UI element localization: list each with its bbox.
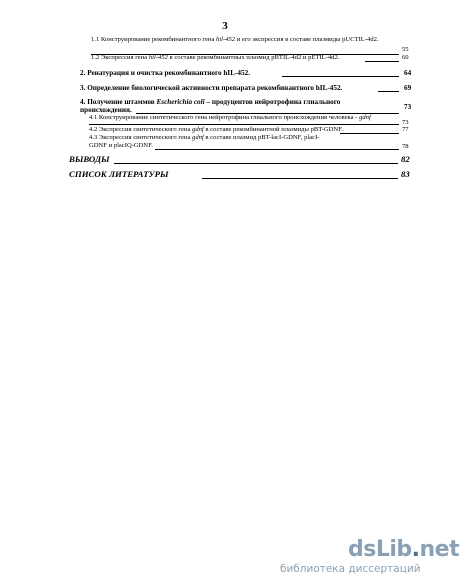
toc-page-number: 73 xyxy=(404,103,412,111)
toc-text: в составе плазмид pBT-lacI-GDNF, placI- xyxy=(203,134,320,141)
toc-text: в составе рекомбинантных плазмид pBTIL-4d2 и pETIL-4d2. xyxy=(167,54,340,61)
toc-entry-4-3-continued: GDNF и placIQ-GDNF. xyxy=(89,142,153,149)
toc-page-number: 78 xyxy=(402,143,409,150)
gene-name: gdnf xyxy=(192,126,204,133)
toc-page-number: 83 xyxy=(401,169,410,179)
toc-page-number: 82 xyxy=(401,154,410,164)
toc-text: в составе рекомбинантной плазмиды pBT-GDNF. xyxy=(203,126,343,133)
toc-entry-4-3[interactable] xyxy=(89,134,319,142)
dot-leader xyxy=(340,133,399,134)
toc-entry-1-1[interactable] xyxy=(91,36,379,44)
toc-text: и его экспрессия в составе плазмиды pUCTIL-4d2. xyxy=(235,36,379,43)
gene-name: gdnf xyxy=(359,114,371,121)
dot-leader xyxy=(114,163,398,164)
dot-leader xyxy=(282,76,399,77)
dot-leader xyxy=(89,124,399,125)
logo-dot: . xyxy=(411,537,420,562)
toc-text: 4.1 Конструирование синтетического гена нейротрофина глиального происхождения человека - xyxy=(89,114,360,121)
toc-entry-3[interactable]: 3. Определение биологической активности препарата рекомбинантного hIL-452. xyxy=(80,84,343,92)
toc-entry-4-continued: происхождения. xyxy=(80,106,132,114)
page-number: 3 xyxy=(222,20,228,32)
dot-leader xyxy=(365,61,399,62)
toc-text: – продуцентов нейротрофина глиального xyxy=(204,98,341,106)
toc-entry-4-2[interactable] xyxy=(89,126,343,134)
dot-leader xyxy=(378,91,399,92)
toc-text: 4.3 Экспрессия синтетического гена xyxy=(89,134,193,141)
toc-entry-1-2[interactable] xyxy=(91,54,339,62)
toc-entry-4[interactable] xyxy=(80,98,340,106)
dot-leader xyxy=(202,178,398,179)
dot-leader xyxy=(155,149,399,150)
gene-name: gdnf xyxy=(192,134,204,141)
toc-page-number: 69 xyxy=(404,84,412,92)
toc-text: 4. Получение штаммов xyxy=(80,98,157,106)
toc-text: 1.1 Конструирование рекомбинантного гена xyxy=(91,36,217,43)
toc-text: 1.2 Экспрессия гена xyxy=(91,54,149,61)
organism-name: Escherichia coli xyxy=(156,98,205,106)
toc-page-number: 73 xyxy=(402,119,409,126)
gene-name: hil-452 xyxy=(216,36,236,43)
watermark-subtitle: библиотека диссертаций xyxy=(280,563,421,575)
toc-entry-2[interactable]: 2. Ренатурация и очистка рекомбинантного hIL-452. xyxy=(80,69,250,77)
toc-page-number: 60 xyxy=(402,54,409,61)
gene-name: hil-452 xyxy=(148,54,168,61)
logo-main: dsLib xyxy=(348,537,412,562)
toc-entry-references[interactable]: СПИСОК ЛИТЕРАТУРЫ xyxy=(69,169,169,179)
toc-entry-conclusions[interactable]: ВЫВОДЫ xyxy=(69,154,110,164)
dslib-logo[interactable] xyxy=(348,537,459,562)
logo-tld: net xyxy=(419,537,459,562)
toc-text: 4.2 Экспрессия синтетического гена xyxy=(89,126,193,133)
toc-page-number: 64 xyxy=(404,69,412,77)
toc-page-number: 77 xyxy=(402,126,409,133)
toc-entry-4-1[interactable] xyxy=(89,114,371,122)
toc-page-number: 55 xyxy=(402,46,409,53)
